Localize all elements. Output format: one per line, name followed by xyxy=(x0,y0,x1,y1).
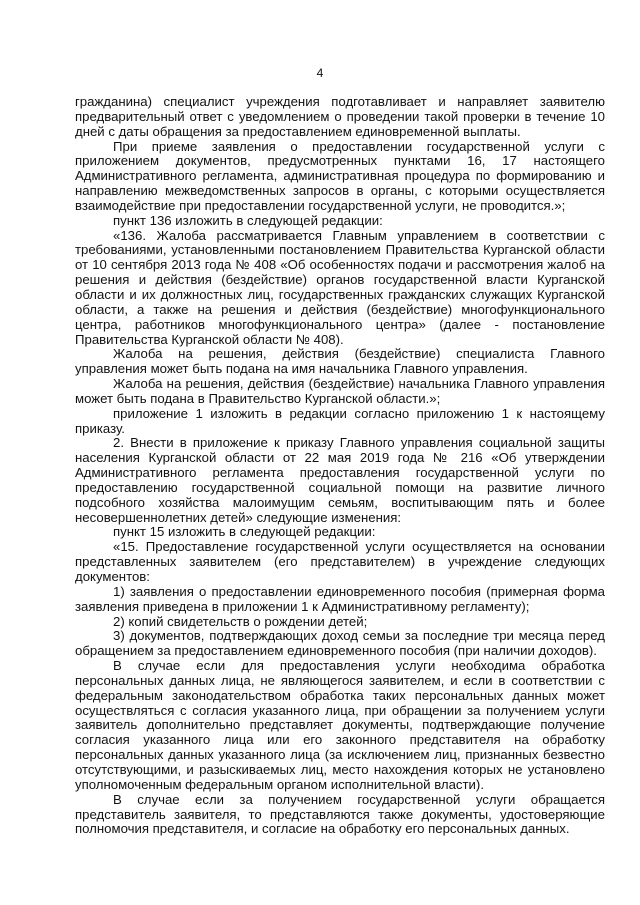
paragraph-complaint-head: Жалоба на решения, действия (бездействие) начальника Главного управления может быть подана в Правительство Курганской области.»; xyxy=(75,376,605,406)
paragraph-application-reception: При приеме заявления о предоставлении государственной услуги с приложением документов, предусмотренных пунктами 16, 17 настоящего Административного регламента, административная процедура по формированию и направлению межведомственных запросов в органы, с которыми осуществляется взаимодействие при предоставлении государственной услуги, не проводится.»; xyxy=(75,138,605,213)
paragraph-representative: В случае если за получением государственной услуги обращается представитель заявителя, то представляются также документы, удостоверяющие полномочия представителя, и согласие на обработку его персональных данных. xyxy=(75,791,605,837)
paragraph-item-15: «15. Предоставление государственной услуги осуществляется на основании представленных заявителем (его представителем) в учреждение следующих документов: xyxy=(75,539,605,584)
paragraph-item-15-intro: пункт 15 изложить в следующей редакции: xyxy=(113,524,376,540)
paragraph-item-136: «136. Жалоба рассматривается Главным управлением в соответствии с требованиями, установленными постановлением Правительства Курганской области от 10 сентября 2013 года № 408 «Об особенностях подачи и рассмотрения жалоб на решения и действия (бездействие) органов государственной власти Курганской области и их должностных лиц, государственных гражданских служащих Курганской области, а также на решения и действия (бездействие) многофункционального центра, работников многофункционального центра» (далее - постановление Правительства Курганской области № 408). xyxy=(75,227,605,347)
paragraph-item-136-intro: пункт 136 изложить в следующей редакции: xyxy=(113,212,383,228)
paragraph-complaint-specialist: Жалоба на решения, действия (бездействие) специалиста Главного управления может быть подана на имя начальника Главного управления. xyxy=(75,346,605,377)
paragraph-appendix-1: приложение 1 изложить в редакции согласно приложению 1 к настоящему приказу. xyxy=(75,405,605,436)
paragraph-personal-data: В случае если для предоставления услуги необходима обработка персональных данных лица, не являющегося заявителем, и если в соответствии с федеральным законодательством обработка таких персональных данных может осуществляться с согласия указанного лица, при обращении за получением услуги заявитель дополнительно представляет документы, подтверждающие получение согласия указанного лица или его законного представителя на обработку персональных данных указанного лица (за исключением лиц, признанных безвестно отсутствующими, и разыскиваемых лиц, место нахождения которых не установлено уполномоченным федеральным органом исполнительной власти). xyxy=(75,658,605,792)
list-item-3: 3) документов, подтверждающих доход семьи за последние три месяца перед обращением за предоставлением единовременного пособия (при наличии доходов). xyxy=(75,628,605,659)
paragraph-section-2: 2. Внести в приложение к приказу Главного управления социальной защиты населения Курганской области от 22 мая 2019 года № 216 «Об утверждении Административного регламента предоставления государственной услуги по предоставлению государственной социальной помощи на развитие личного подсобного хозяйства малоимущим семьям, воспитывающим пять и более несовершеннолетних детей» следующие изменения: xyxy=(75,435,605,525)
document-body xyxy=(75,95,605,837)
paragraph-continuation: гражданина) специалист учреждения подготавливает и направляет заявителю предварительный ответ с уведомлением о проведении такой проверки в течение 10 дней с даты обращения за предоставлением единовременной выплаты. xyxy=(75,94,605,139)
page-number: 4 xyxy=(316,66,324,80)
list-item-2: 2) копий свидетельств о рождении детей; xyxy=(113,613,368,629)
list-item-1: 1) заявления о предоставлении единовременного пособия (примерная форма заявления приведена в приложении 1 к Административному регламенту); xyxy=(75,583,605,614)
